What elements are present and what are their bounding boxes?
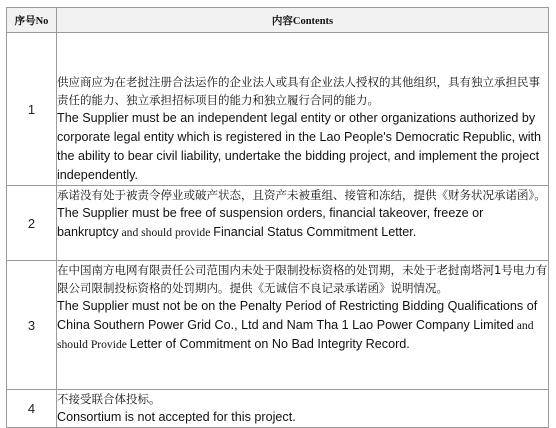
row-number: 4	[7, 390, 57, 428]
row-text-english-tail: Letter of Commitment on No Bad Integrity Record.	[129, 337, 410, 351]
row-text-english: Consortium is not accepted for this project.	[57, 410, 296, 424]
row-text-english	[57, 297, 548, 354]
header-no: 序号No	[7, 8, 57, 33]
table-row	[7, 33, 549, 186]
row-text-english-tail: Financial Status Commitment Letter.	[213, 225, 417, 239]
row-text-english-connector: and should Provide	[57, 319, 534, 351]
requirements-table	[6, 7, 549, 428]
row-text-english-main: The Supplier must be free of suspension orders, financial takeover, freeze or bankruptcy	[57, 206, 484, 239]
row-number: 2	[7, 186, 57, 261]
row-text-chinese: 供应商应为在老挝注册合法运作的企业法人或具有企业法人授权的其他组织，具有独立承担民事责任的能力、独立承担招标项目的能力和独立履行合同的能力。	[57, 75, 540, 107]
row-content	[57, 261, 549, 390]
row-text-english	[57, 204, 548, 242]
table-row	[7, 390, 549, 428]
table-header-row	[7, 8, 549, 33]
table-row	[7, 261, 549, 390]
row-text-chinese: 承诺没有处于被责令停业或破产状态，且资产未被重组、接管和冻结，提供《财务状况承诺函》。	[57, 188, 546, 202]
row-number: 1	[7, 33, 57, 186]
row-text-chinese: 不接受联合体投标。	[57, 392, 161, 406]
row-number: 3	[7, 261, 57, 390]
header-content: 内容Contents	[57, 8, 549, 33]
row-content	[57, 186, 549, 261]
table-row	[7, 186, 549, 261]
row-text-chinese: 在中国南方电网有限责任公司范围内未处于限制投标资格的处罚期，未处于老挝南塔河1号电力有限公司限制投标资格的处罚期内。提供《无诚信不良记录承诺函》说明情况。	[57, 263, 548, 295]
row-text-english-main: The Supplier must not be on the Penalty Period of Restricting Bidding Qualifications of China Southern Power Grid Co., Ltd and Nam Tha 1 Lao Power Company Limited	[57, 299, 538, 332]
row-text-english: The Supplier must be an independent legal entity or other organizations authorized by corporate legal entity which is registered in the Lao People's Democratic Republic, with the ability to bear civil liability, undertake the bidding project, and implement the project independently.	[57, 111, 542, 182]
row-content	[57, 33, 549, 186]
row-text-english-connector: and should provide	[118, 226, 214, 239]
row-content	[57, 390, 549, 428]
